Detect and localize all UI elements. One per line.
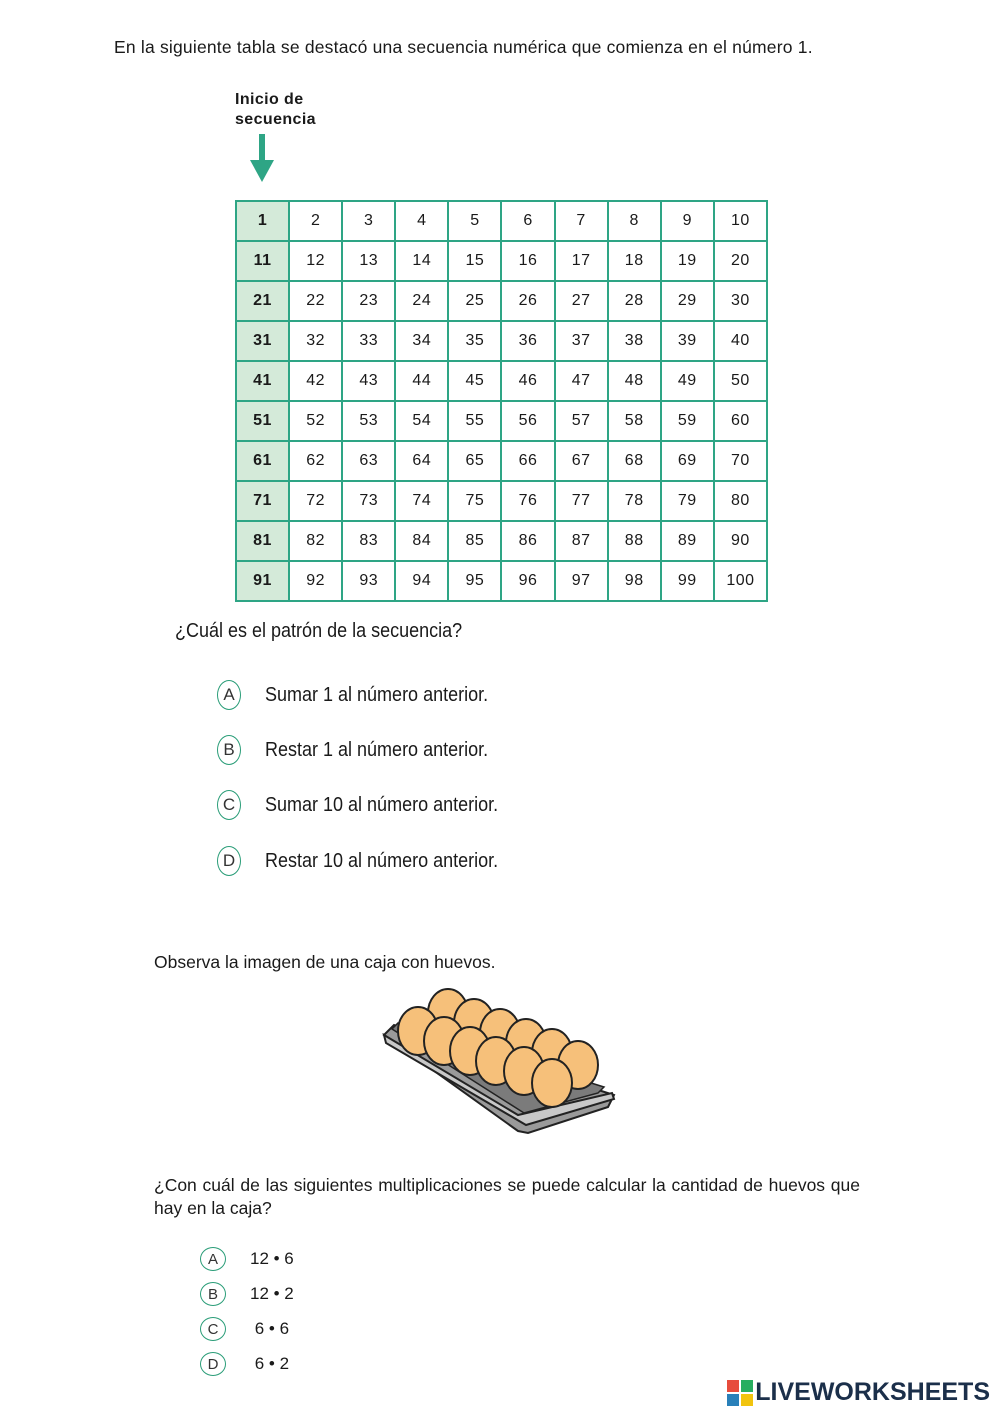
grid-cell: 99 bbox=[661, 561, 714, 601]
grid-cell: 32 bbox=[289, 321, 342, 361]
grid-cell: 34 bbox=[395, 321, 448, 361]
grid-cell: 69 bbox=[661, 441, 714, 481]
question2-option-d[interactable] bbox=[200, 1351, 289, 1377]
grid-cell: 78 bbox=[608, 481, 661, 521]
option-letter-bubble: C bbox=[217, 790, 241, 820]
question2-option-b[interactable] bbox=[200, 1281, 294, 1307]
grid-cell: 97 bbox=[555, 561, 608, 601]
grid-cell: 83 bbox=[342, 521, 395, 561]
grid-cell: 35 bbox=[448, 321, 501, 361]
grid-cell: 53 bbox=[342, 401, 395, 441]
grid-row bbox=[236, 401, 767, 441]
grid-cell: 62 bbox=[289, 441, 342, 481]
grid-cell: 42 bbox=[289, 361, 342, 401]
grid-cell: 85 bbox=[448, 521, 501, 561]
grid-cell: 80 bbox=[714, 481, 767, 521]
grid-cell: 60 bbox=[714, 401, 767, 441]
grid-cell: 89 bbox=[661, 521, 714, 561]
grid-cell: 74 bbox=[395, 481, 448, 521]
option-text: Restar 10 al número anterior. bbox=[265, 849, 499, 872]
grid-cell: 47 bbox=[555, 361, 608, 401]
question1-text: ¿Cuál es el patrón de la secuencia? bbox=[175, 620, 463, 642]
grid-cell: 84 bbox=[395, 521, 448, 561]
grid-cell: 90 bbox=[714, 521, 767, 561]
grid-row bbox=[236, 241, 767, 281]
grid-cell: 37 bbox=[555, 321, 608, 361]
grid-cell: 73 bbox=[342, 481, 395, 521]
grid-row bbox=[236, 561, 767, 601]
grid-cell: 45 bbox=[448, 361, 501, 401]
grid-cell: 68 bbox=[608, 441, 661, 481]
grid-cell: 4 bbox=[395, 201, 448, 241]
grid-cell: 76 bbox=[501, 481, 554, 521]
question1-option-b[interactable] bbox=[217, 734, 513, 766]
grid-cell: 98 bbox=[608, 561, 661, 601]
grid-cell: 46 bbox=[501, 361, 554, 401]
question1-option-c[interactable] bbox=[217, 789, 524, 821]
grid-cell-highlighted: 81 bbox=[236, 521, 289, 561]
grid-cell: 88 bbox=[608, 521, 661, 561]
grid-cell: 67 bbox=[555, 441, 608, 481]
grid-cell: 2 bbox=[289, 201, 342, 241]
grid-cell: 55 bbox=[448, 401, 501, 441]
option-letter-bubble: C bbox=[200, 1317, 226, 1341]
number-grid bbox=[235, 200, 768, 602]
option-letter-bubble: B bbox=[200, 1282, 226, 1306]
grid-cell: 10 bbox=[714, 201, 767, 241]
grid-cell: 48 bbox=[608, 361, 661, 401]
grid-cell: 29 bbox=[661, 281, 714, 321]
option-text: 6 • 2 bbox=[250, 1354, 290, 1373]
option-letter-bubble: B bbox=[217, 735, 241, 765]
grid-cell: 28 bbox=[608, 281, 661, 321]
grid-cell: 39 bbox=[661, 321, 714, 361]
grid-cell: 87 bbox=[555, 521, 608, 561]
grid-cell-highlighted: 91 bbox=[236, 561, 289, 601]
option-letter-bubble: A bbox=[217, 680, 241, 710]
grid-cell: 95 bbox=[448, 561, 501, 601]
grid-cell: 58 bbox=[608, 401, 661, 441]
grid-cell: 12 bbox=[289, 241, 342, 281]
grid-cell: 82 bbox=[289, 521, 342, 561]
question2-option-a[interactable] bbox=[200, 1246, 294, 1272]
grid-cell: 27 bbox=[555, 281, 608, 321]
option-text: Sumar 10 al número anterior. bbox=[265, 793, 499, 816]
grid-cell: 26 bbox=[501, 281, 554, 321]
question1-option-d[interactable] bbox=[217, 845, 524, 877]
grid-row bbox=[236, 281, 767, 321]
grid-cell: 43 bbox=[342, 361, 395, 401]
grid-cell: 100 bbox=[714, 561, 767, 601]
grid-cell: 44 bbox=[395, 361, 448, 401]
grid-cell: 50 bbox=[714, 361, 767, 401]
grid-cell: 92 bbox=[289, 561, 342, 601]
question2-prompt: Observa la imagen de una caja con huevos. bbox=[154, 952, 496, 972]
grid-cell: 16 bbox=[501, 241, 554, 281]
grid-cell: 64 bbox=[395, 441, 448, 481]
grid-cell: 7 bbox=[555, 201, 608, 241]
grid-cell: 8 bbox=[608, 201, 661, 241]
grid-cell: 72 bbox=[289, 481, 342, 521]
grid-cell: 79 bbox=[661, 481, 714, 521]
grid-cell: 22 bbox=[289, 281, 342, 321]
grid-row bbox=[236, 441, 767, 481]
grid-cell-highlighted: 51 bbox=[236, 401, 289, 441]
grid-cell-highlighted: 71 bbox=[236, 481, 289, 521]
question2-text: ¿Con cuál de las siguientes multiplicaciones se puede calcular la cantidad de huevos que hay en la caja? bbox=[154, 1175, 860, 1218]
intro-paragraph: En la siguiente tabla se destacó una secuencia numérica que comienza en el número 1. bbox=[114, 37, 813, 57]
liveworksheets-logo-icon bbox=[727, 1380, 753, 1406]
grid-cell: 70 bbox=[714, 441, 767, 481]
grid-cell: 40 bbox=[714, 321, 767, 361]
liveworksheets-logo[interactable] bbox=[727, 1378, 990, 1407]
option-text: 6 • 6 bbox=[250, 1319, 290, 1338]
option-text: 12 • 6 bbox=[250, 1249, 294, 1268]
grid-cell: 33 bbox=[342, 321, 395, 361]
grid-cell: 18 bbox=[608, 241, 661, 281]
grid-cell: 14 bbox=[395, 241, 448, 281]
grid-cell-highlighted: 21 bbox=[236, 281, 289, 321]
grid-cell: 66 bbox=[501, 441, 554, 481]
grid-cell: 63 bbox=[342, 441, 395, 481]
grid-cell: 24 bbox=[395, 281, 448, 321]
grid-cell: 57 bbox=[555, 401, 608, 441]
question1-option-a[interactable] bbox=[217, 679, 513, 711]
grid-cell: 38 bbox=[608, 321, 661, 361]
grid-cell-highlighted: 41 bbox=[236, 361, 289, 401]
sequence-start-label-line2: secuencia bbox=[235, 111, 316, 128]
grid-cell: 9 bbox=[661, 201, 714, 241]
grid-cell: 23 bbox=[342, 281, 395, 321]
grid-cell: 59 bbox=[661, 401, 714, 441]
option-letter-bubble: D bbox=[200, 1352, 226, 1376]
option-text: 12 • 2 bbox=[250, 1284, 294, 1303]
grid-cell: 75 bbox=[448, 481, 501, 521]
grid-cell: 6 bbox=[501, 201, 554, 241]
egg-carton-image bbox=[378, 985, 618, 1135]
down-arrow-icon bbox=[248, 134, 276, 184]
grid-cell: 77 bbox=[555, 481, 608, 521]
grid-cell: 86 bbox=[501, 521, 554, 561]
grid-row bbox=[236, 481, 767, 521]
grid-cell: 56 bbox=[501, 401, 554, 441]
grid-cell: 96 bbox=[501, 561, 554, 601]
option-letter-bubble: A bbox=[200, 1247, 226, 1271]
liveworksheets-logo-text: LIVEWORKSHEETS bbox=[755, 1378, 990, 1406]
grid-cell: 30 bbox=[714, 281, 767, 321]
grid-cell: 25 bbox=[448, 281, 501, 321]
grid-cell: 52 bbox=[289, 401, 342, 441]
grid-cell: 19 bbox=[661, 241, 714, 281]
grid-cell: 3 bbox=[342, 201, 395, 241]
option-letter-bubble: D bbox=[217, 846, 241, 876]
grid-cell-highlighted: 61 bbox=[236, 441, 289, 481]
grid-cell: 94 bbox=[395, 561, 448, 601]
grid-cell: 65 bbox=[448, 441, 501, 481]
grid-cell: 49 bbox=[661, 361, 714, 401]
grid-cell: 15 bbox=[448, 241, 501, 281]
grid-row bbox=[236, 321, 767, 361]
grid-cell: 17 bbox=[555, 241, 608, 281]
grid-cell: 54 bbox=[395, 401, 448, 441]
grid-cell: 13 bbox=[342, 241, 395, 281]
grid-cell-highlighted: 11 bbox=[236, 241, 289, 281]
grid-row bbox=[236, 361, 767, 401]
grid-cell: 20 bbox=[714, 241, 767, 281]
option-text: Sumar 1 al número anterior. bbox=[265, 683, 489, 706]
grid-cell: 93 bbox=[342, 561, 395, 601]
grid-row bbox=[236, 201, 767, 241]
grid-cell-highlighted: 1 bbox=[236, 201, 289, 241]
grid-cell: 36 bbox=[501, 321, 554, 361]
grid-cell-highlighted: 31 bbox=[236, 321, 289, 361]
grid-cell: 5 bbox=[448, 201, 501, 241]
sequence-start-label bbox=[235, 90, 316, 130]
option-text: Restar 1 al número anterior. bbox=[265, 738, 489, 761]
question2-option-c[interactable] bbox=[200, 1316, 289, 1342]
sequence-start-label-line1: Inicio de bbox=[235, 91, 304, 108]
grid-row bbox=[236, 521, 767, 561]
